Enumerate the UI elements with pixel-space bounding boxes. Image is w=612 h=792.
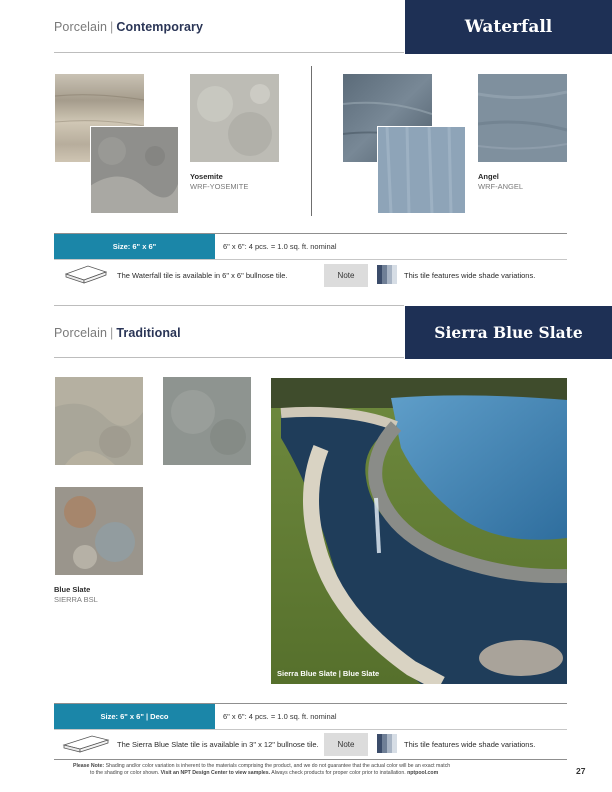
tile-code: WRF-ANGEL <box>478 182 523 191</box>
tile-name: Angel <box>478 172 499 181</box>
disclaimer-text-2a: to the shading or color shown. <box>90 770 160 776</box>
heading-rule <box>54 52 404 53</box>
bullnose-note: The Waterfall tile is available in 6" x 6" bullnose tile. <box>117 271 288 280</box>
product-title: Waterfall <box>464 17 553 37</box>
category-style: Contemporary <box>116 20 204 34</box>
category-style: Traditional <box>116 326 181 340</box>
bullnose-tile-icon <box>64 264 108 286</box>
bullnose-note: The Sierra Blue Slate tile is available in 3" x 12" bullnose tile. <box>117 740 319 749</box>
size-detail: 6" x 6": 4 pcs. = 1.0 sq. ft. nominal <box>223 242 337 251</box>
disclaimer-line-2 <box>73 770 533 777</box>
photo-caption: Sierra Blue Slate | Blue Slate <box>277 669 380 678</box>
tile-name: Blue Slate <box>54 585 91 594</box>
category-heading-traditional <box>54 326 181 340</box>
tile-swatch-angel <box>478 74 567 162</box>
note-badge: Note <box>324 264 368 287</box>
column-divider <box>311 66 312 216</box>
size-rule-bottom <box>54 259 567 260</box>
size-rule-bottom <box>54 729 567 730</box>
design-center-text: Visit an NPT Design Center to view samples. <box>160 770 271 776</box>
disclaimer <box>73 763 533 777</box>
section-divider <box>54 305 404 306</box>
size-label: Size: 6" x 6" | Deco <box>54 704 215 729</box>
heading-rule <box>54 357 404 358</box>
category-material: Porcelain <box>54 326 108 340</box>
category-separator: | <box>110 326 114 340</box>
shade-note: This tile features wide shade variations. <box>404 271 536 280</box>
disclaimer-text-2c: Always check products for proper color prior to installation. <box>271 770 406 776</box>
tile-label-blue-slate <box>54 585 98 605</box>
tile-label-angel <box>478 172 523 192</box>
tile-swatch-yosemite <box>190 74 279 162</box>
shade-variation-icon <box>377 265 397 284</box>
note-badge: Note <box>324 733 368 756</box>
tile-swatch-gray-stone <box>90 126 179 214</box>
product-banner-waterfall <box>405 0 612 54</box>
bullnose-tile-icon <box>62 733 110 755</box>
disclaimer-text-1: Shading and/or color variation is inherent to the materials comprising the product, and we do not guarantee that the actual color will be an exact match <box>105 763 451 769</box>
shade-note: This tile features wide shade variations. <box>404 740 536 749</box>
size-detail: 6" x 6": 4 pcs. = 1.0 sq. ft. nominal <box>223 712 337 721</box>
tile-code: SIERRA BSL <box>54 595 98 604</box>
footer-rule <box>54 759 567 760</box>
tile-swatch-light-blue-stone <box>377 126 466 214</box>
product-banner-sierra-blue-slate <box>405 306 612 359</box>
pool-installation-photo <box>271 378 567 684</box>
website-link[interactable]: nptpool.com <box>407 770 439 776</box>
tile-name: Yosemite <box>190 172 223 181</box>
category-material: Porcelain <box>54 20 108 34</box>
please-note-label: Please Note: <box>73 763 105 769</box>
tile-label-yosemite <box>190 172 248 192</box>
category-separator: | <box>110 20 114 34</box>
page-number: 27 <box>576 766 586 776</box>
size-label: Size: 6" x 6" <box>54 234 215 259</box>
size-bar <box>54 704 567 729</box>
size-bar <box>54 234 567 259</box>
disclaimer-line-1 <box>73 763 533 770</box>
shade-variation-icon <box>377 734 397 753</box>
category-heading-contemporary <box>54 20 203 34</box>
product-title: Sierra Blue Slate <box>434 323 583 342</box>
tile-swatch-slate-tan <box>55 377 143 465</box>
tile-swatch-blue-slate <box>55 487 143 575</box>
tile-code: WRF-YOSEMITE <box>190 182 249 191</box>
tile-swatch-slate-gray-green <box>163 377 251 465</box>
